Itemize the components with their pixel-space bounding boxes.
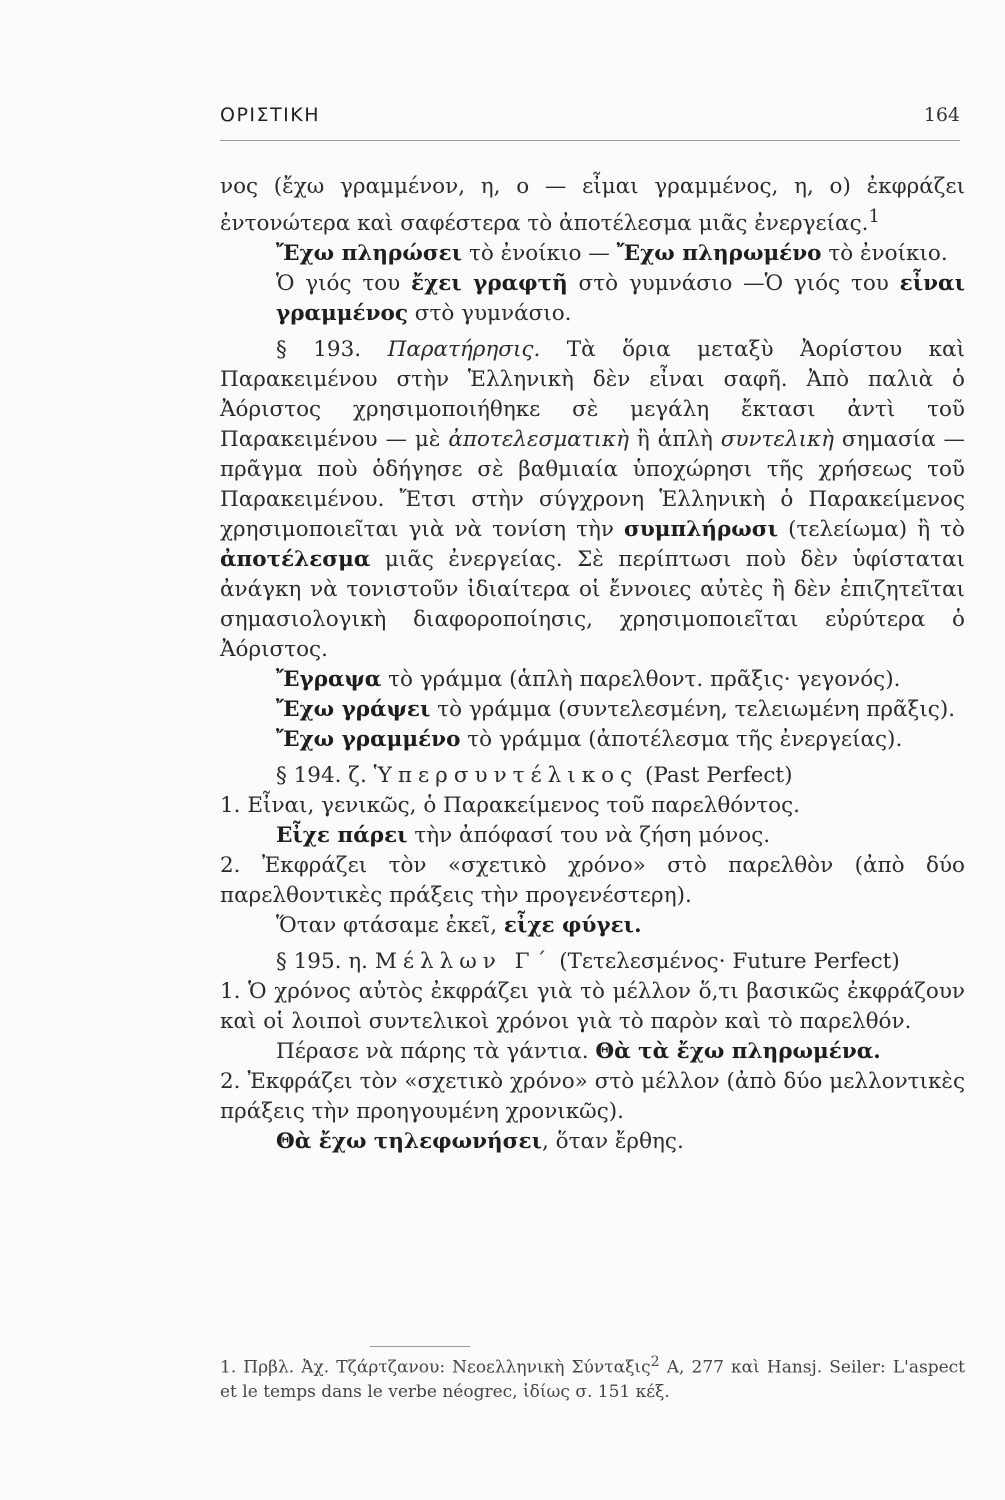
body-text <box>220 172 965 1157</box>
example-line: Ἔχω γραμμένο τὸ γράμμα (ἀποτέλεσμα τῆς ἐνεργείας). <box>276 727 903 753</box>
numbered-item: 2. Ἐκφράζει τὸν «σχετικὸ χρόνο» στὸ μέλλον (ἀπὸ δύο μελλοντικὲς πράξεις τὴν προηγουμένη χρονικῶς). <box>220 1069 965 1125</box>
example-line: Ἔχω γράψει τὸ γράμμα (συντελεσμένη, τελειωμένη πρᾶξις). <box>276 697 956 723</box>
example-line: Θὰ ἔχω τηλεφωνήσει, ὅταν ἔρθης. <box>276 1129 684 1155</box>
numbered-item: 1. Εἶναι, γενικῶς, ὁ Παρακείμενος τοῦ παρελθόντος. <box>220 793 801 819</box>
numbered-item: 1. Ὁ χρόνος αὐτὸς ἐκφράζει γιὰ τὸ μέλλον ὅ,τι βασικῶς ἐκφράζουν καὶ οἱ λοιποὶ συντελικοὶ χρόνοι γιὰ τὸ παρὸν καὶ τὸ παρελθόν. <box>220 979 965 1035</box>
footnote-rule <box>370 1346 470 1347</box>
example-line: Ἔχω πληρώσει τὸ ἐνοίκιο — Ἔχω πληρωμένο τὸ ἐνοίκιο. <box>276 241 948 267</box>
footnotes <box>220 1350 965 1404</box>
section-193: § 193. Παρατήρησις. Τὰ ὅρια μεταξὺ Ἀορίστου καὶ Παρακειμένου στὴν Ἑλληνικὴ δὲν εἶναι σαφῆ. Ἀπὸ παλιὰ ὁ Ἀόριστος χρησιμοποιήθηκε σὲ μεγάλη ἔκτασι ἀντὶ τοῦ Παρακειμένου — μὲ ἀποτελεσματικὴ ἢ ἁπλὴ συντελικὴ σημασία — πρᾶγμα ποὺ ὁδήγησε σὲ βαθμιαία ὑποχώρησι τῆς χρήσεως τοῦ Παρακειμένου. Ἔτσι στὴν σύγχρονη Ἑλληνικὴ ὁ Παρακείμενος χρησιμοποιεῖται γιὰ νὰ τονίση τὴν συμπλήρωσι (τελείωμα) ἢ τὸ ἀποτέλεσμα μιᾶς ἐνεργείας. Σὲ περίπτωσι ποὺ δὲν ὑφίσταται ἀνάγκη νὰ τονιστοῦν ἰδιαίτερα οἱ ἔννοιες αὐτὲς ἢ δὲν ἐπιζητεῖται σημασιολογικὴ διαφοροποίησις, χρησιμοποιεῖται εὐρύτερα ὁ Ἀόριστος. <box>220 337 966 663</box>
example-line: Πέρασε νὰ πάρης τὰ γάντια. Θὰ τὰ ἔχω πληρωμένα. <box>276 1039 881 1065</box>
section-194-heading: § 194. ζ. Ὑπερσυντέλικος (Past Perfect) <box>276 763 793 789</box>
numbered-item: 2. Ἐκφράζει τὸν «σχετικὸ χρόνο» στὸ παρελθὸν (ἀπὸ δύο παρελθοντικὲς πράξεις τὴν προγενέστερη). <box>220 853 965 909</box>
section-title: Ὑπερσυντέλικος <box>373 763 639 789</box>
paragraph-continuation: νος (ἔχω γραμμένον, η, ο — εἶμαι γραμμένος, η, ο) ἐκφράζει ἐντονώτερα καὶ σαφέστερα τὸ ἀποτέλεσμα μιᾶς ἐνεργείας.$^1$ <box>220 174 965 237</box>
page-header <box>220 100 960 136</box>
section-195-heading: § 195. η. Μέλλων Γ΄ (Τετελεσμένος· Future Perfect) <box>276 949 900 975</box>
section-title: Μέλλων Γ΄ <box>374 949 553 975</box>
section-title: Παρατήρησις. <box>387 337 541 363</box>
example-line: Ἔγραψα τὸ γράμμα (ἁπλὴ παρελθοντ. πρᾶξις· γεγονός). <box>276 667 901 693</box>
header-rule <box>220 140 960 141</box>
page-number: 164 <box>923 104 960 126</box>
example-line: Εἶχε πάρει τὴν ἀπόφασί του νὰ ζήση μόνος. <box>276 823 771 849</box>
footnote-ref: 1 <box>868 206 880 227</box>
footnote-1: 1. Πρβλ. Ἀχ. Τζάρτζανου: Νεοελληνικὴ Σύνταξις$^2$ A, 277 καὶ Hansj. Seiler: L'aspect et le temps dans le verbe néogrec, ἰδίως σ. 151 κέξ. <box>220 1354 965 1402</box>
example-line: Ὁ γιός του ἔχει γραφτῆ στὸ γυμνάσιο —Ὁ γιός του εἶναι γραμμένος στὸ γυμνάσιο. <box>276 271 965 327</box>
running-title: ΟΡΙΣΤΙΚΗ <box>220 104 320 126</box>
example-line: Ὅταν φτάσαμε ἐκεῖ, εἶχε φύγει. <box>276 913 642 939</box>
